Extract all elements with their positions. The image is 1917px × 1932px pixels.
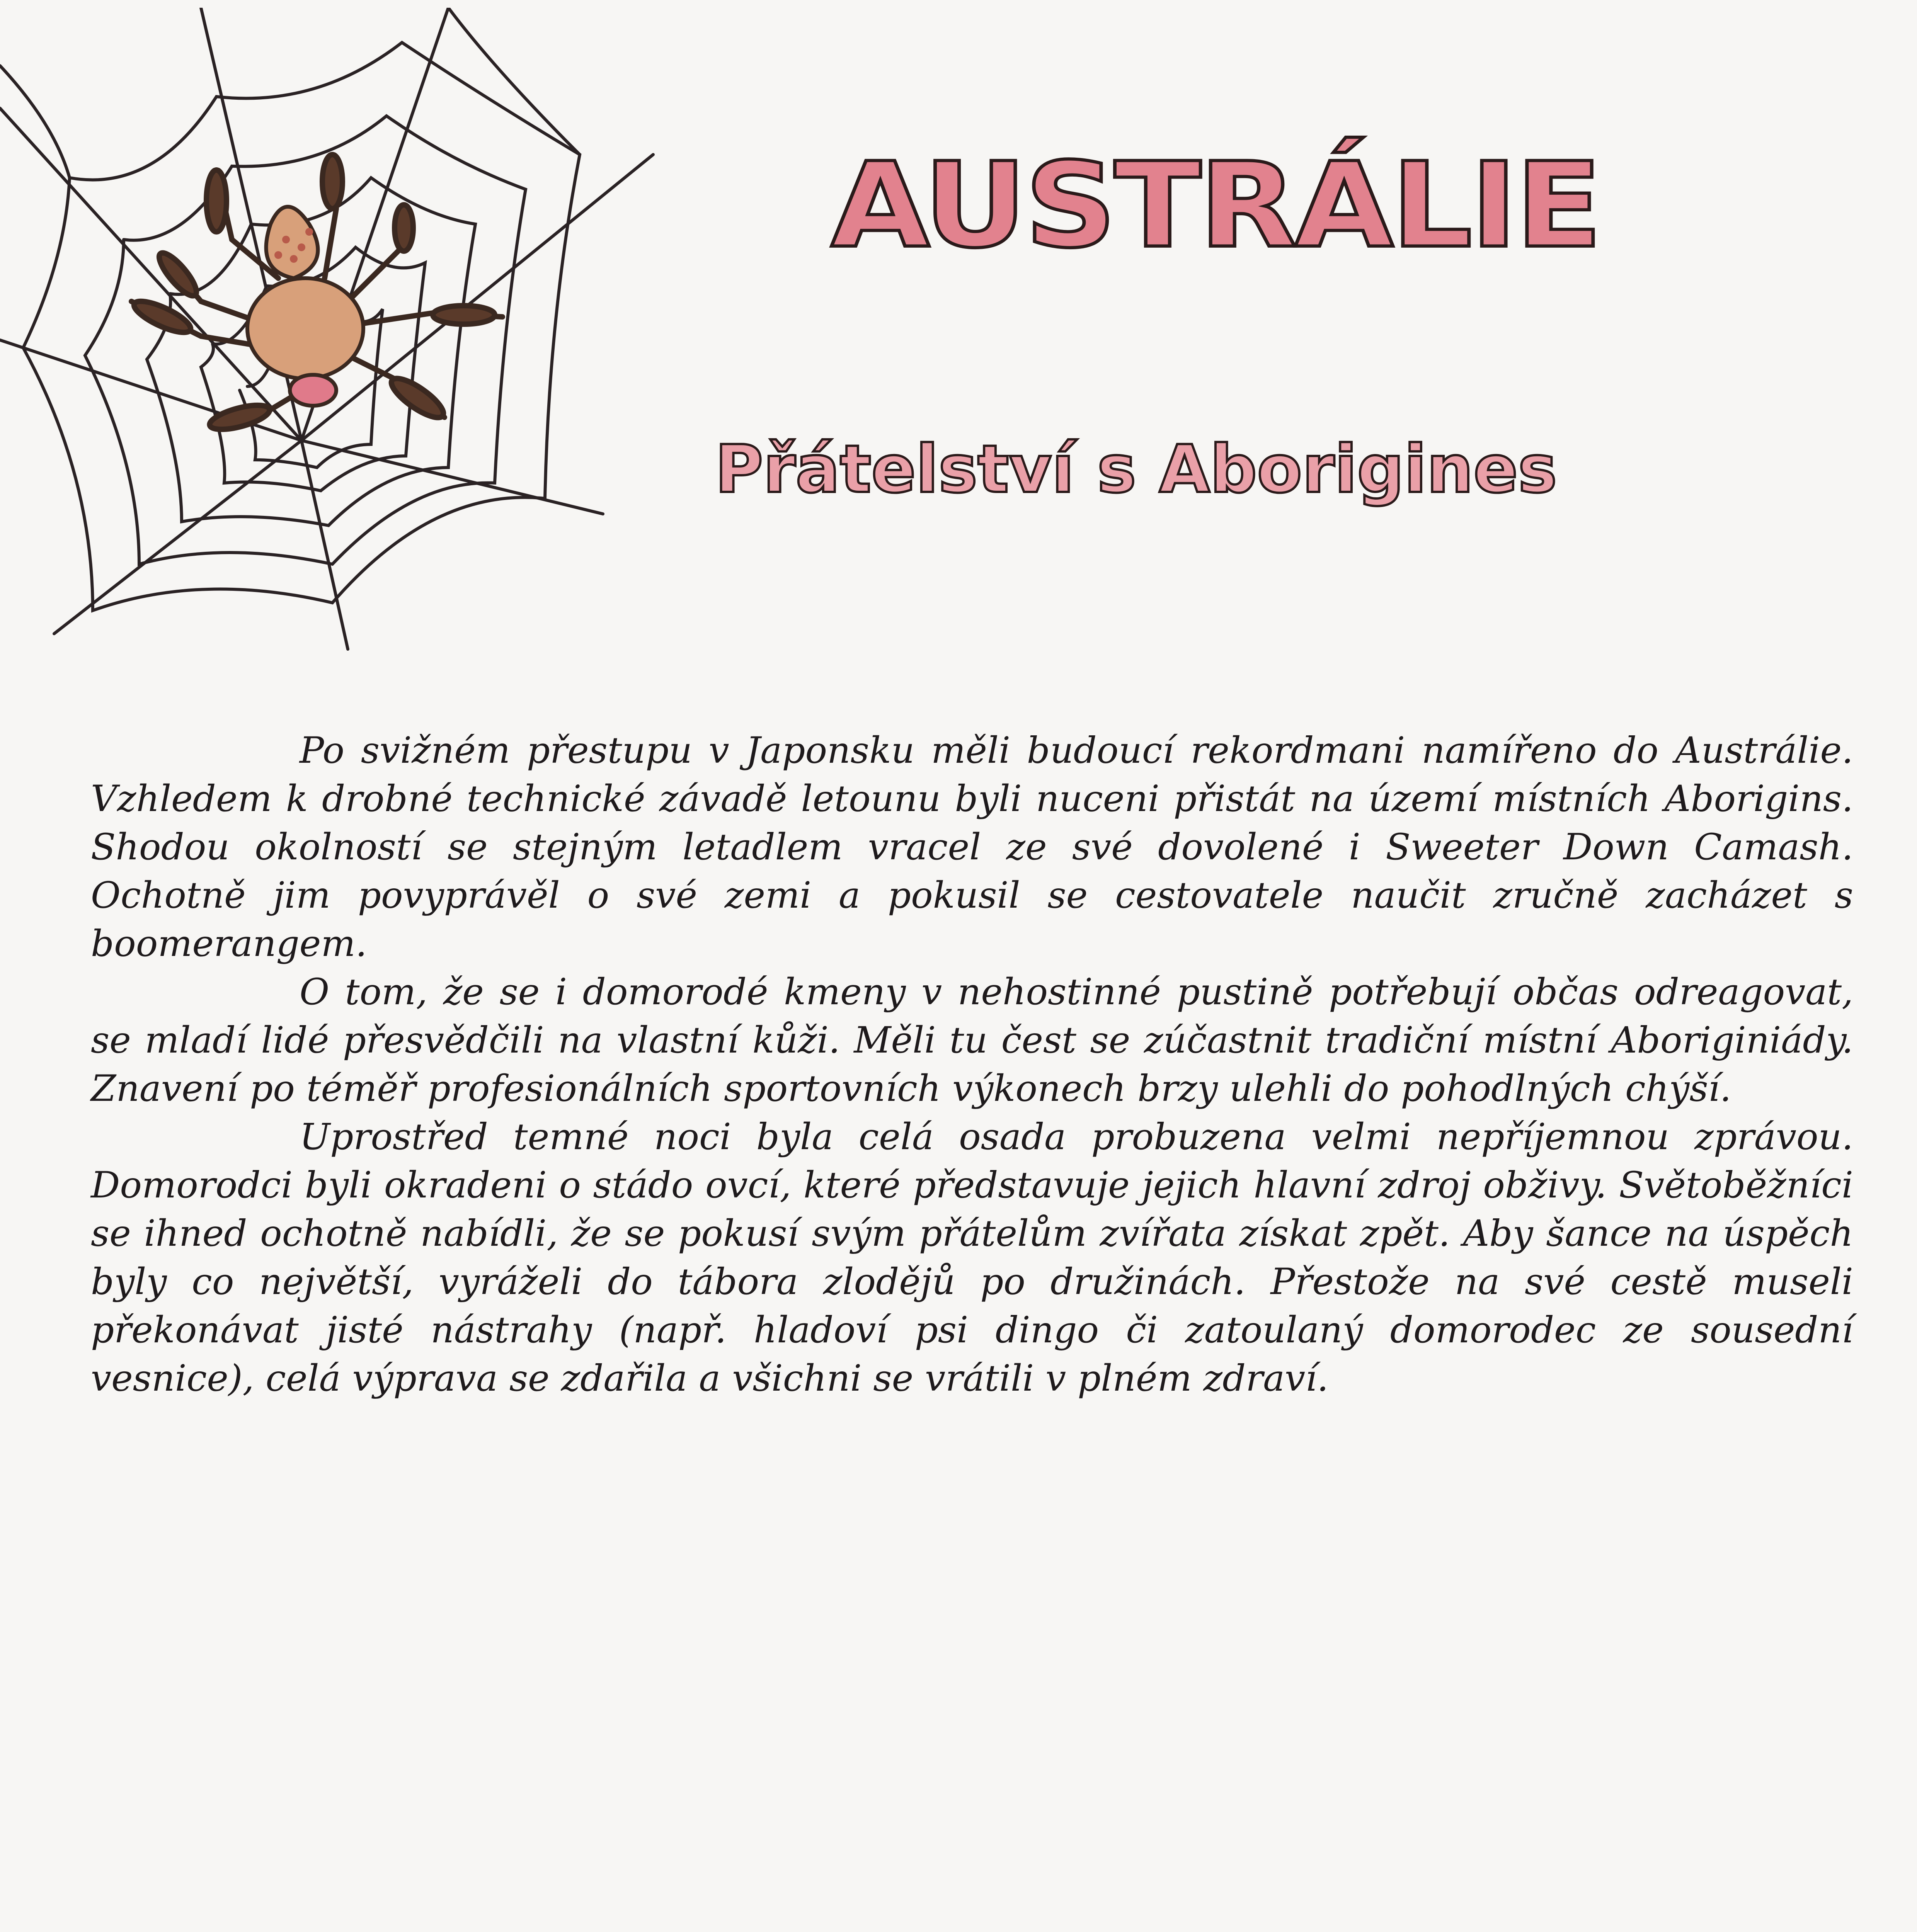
spider-on-web-icon <box>0 8 672 657</box>
paragraph: Uprostřed temné noci byla celá osada probuzena velmi nepříjemnou zprávou. Domorodci byli okradeni o stádo ovcí, které představuje jejich hlavní zdroj obživy. Světoběžníci se ihned ochotně nabídli, že se pokusí svým přátelům zvířata získat zpět. Aby šance na úspěch byly co největší, vyráželi do tábora zlodějů po družinách. Přestože na své cestě museli překonávat jisté nástrahy (např. hladoví psi dingo či zatoulaný domorodec ze sousední vesnice), celá výprava se zdařila a všichni se vrátili v plném zdraví. <box>91 1116 1853 1400</box>
page-title: AUSTRÁLIE <box>831 137 1600 274</box>
story-text <box>91 726 1853 1403</box>
paragraph: O tom, že se i domorodé kmeny v nehostinné pustině potřebují občas odreagovat, se mladí lidé přesvědčili na vlastní kůži. Měli tu čest se zúčastnit tradiční místní Aboriginiády. Znavení po téměř profesionálních sportovních výkonech brzy ulehli do pohodlných chýší. <box>91 971 1853 1110</box>
paragraph: Po svižném přestupu v Japonsku měli budoucí rekordmani namířeno do Austrálie. Vzhledem k drobné technické závadě letounu byli nuceni přistát na území místních Aborigins. Shodou okolností se stejným letadlem vracel ze své dovolené i Sweeter Down Camash. Ochotně jim povyprávěl o své zemi a pokusil se cestovatele naučit zručně zacházet s boomerangem. <box>91 730 1853 965</box>
page-subtitle: Přátelství s Aborigines <box>715 431 1557 508</box>
